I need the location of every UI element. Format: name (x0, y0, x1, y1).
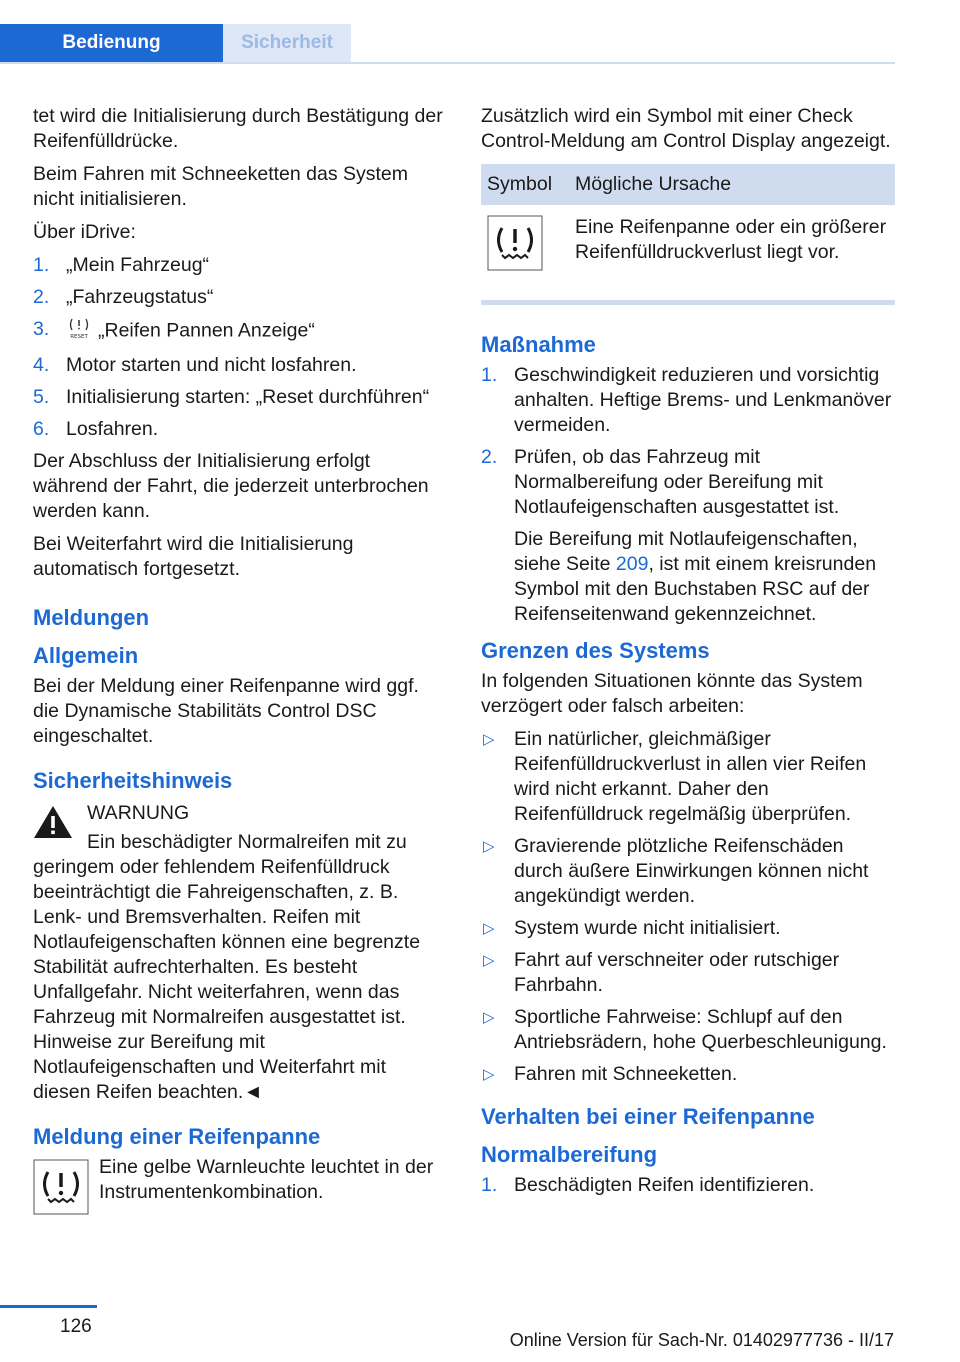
triangle-bullet-icon: ▷ (483, 920, 495, 937)
step-text: „Reifen Pannen Anzeige“ (98, 319, 315, 342)
step-text: Initialisierung starten: „Reset durchführen“ (66, 386, 430, 408)
step-number: 1. (33, 254, 50, 276)
left-column (33, 104, 445, 1215)
step-number: 4. (33, 354, 50, 376)
step-number: 1. (481, 364, 498, 386)
list-item: ▷ Sportliche Fahrweise: Schlupf auf den Antriebsrädern, hohe Querbeschleunigung. (483, 1006, 887, 1053)
step-subtext: Die Bereifung mit Notlaufeigenschaften, siehe Seite 209, ist mit einem kreisrunden Symbol mit den Buchstaben RSC auf der Reifenseitenwand gekennzeichnet. (514, 528, 877, 625)
list-item (33, 317, 445, 346)
tab-bedienung[interactable]: Bedienung (0, 24, 223, 62)
warning-block (33, 799, 445, 1105)
list-item: ▷ Ein natürlicher, gleichmäßiger Reifenfülldruckverlust in allen vier Reifen wird nicht erkannt. Daher den Reifenfülldruck regelmäßig überprüfen. (483, 728, 867, 825)
list-item (33, 253, 445, 278)
list-item: ▷ Fahrt auf verschneiter oder rutschiger Fahrbahn. (483, 949, 840, 996)
heading-meldung-reifenpanne: Meldung einer Reifenpanne (33, 1124, 321, 1149)
heading-verhalten: Verhalten bei einer Reifenpanne (481, 1104, 815, 1129)
normalbereifung-steps (481, 1173, 895, 1198)
table-divider (481, 300, 895, 305)
heading-normalbereifung: Normalbereifung (481, 1142, 658, 1167)
triangle-bullet-icon: ▷ (483, 1009, 495, 1026)
warning-text: Ein beschädigter Normalreifen mit zu geringem oder fehlendem Reifenfülldruck beeinträchtigt die Fahreigenschaften, z. B. Lenk- und Bremsverhalten. Reifen mit Notlaufeigenschaften können eine begrenzte Stabilität aufrechterhalten. Es besteht Unfallgefahr. Nicht weiterfahren, wenn das Fahrzeug mit Normalreifen ausgestattet ist. Hinweise zur Bereifung mit Notlaufeigenschaften und Weiterfahrt mit diesen Reifen beachten.◄ (33, 831, 421, 1103)
svg-text:RESET: RESET (70, 334, 88, 339)
table-cell-symbol (481, 205, 569, 288)
page-number: 126 (60, 1316, 92, 1337)
list-item: ▷ Fahren mit Schneeketten. (483, 1063, 738, 1085)
step-text: Geschwindigkeit reduzieren und vorsichtig anhalten. Heftige Brems- und Lenkmanöver vermeiden. (514, 364, 892, 436)
page-link[interactable]: 209 (615, 553, 649, 575)
triangle-bullet-icon: ▷ (483, 838, 495, 855)
step-text: „Fahrzeugstatus“ (66, 286, 214, 308)
step-number: 5. (33, 386, 50, 408)
paragraph: Eine gelbe Warnleuchte leuchtet in der Instrumentenkombination. (99, 1156, 434, 1203)
step-text: Prüfen, ob das Fahrzeug mit Normalbereifung oder Bereifung mit Notlaufeigenschaften ausgestattet ist. (514, 446, 840, 518)
tire-pressure-reset-icon (66, 317, 92, 346)
heading-meldungen: Meldungen (33, 605, 150, 630)
warning-title: WARNUNG (87, 802, 190, 824)
paragraph: Beim Fahren mit Schneeketten das System nicht initialisieren. (33, 163, 409, 210)
heading-allgemein: Allgemein (33, 643, 139, 668)
heading-grenzen: Grenzen des Systems (481, 638, 710, 663)
section-tabs (0, 24, 895, 64)
step-number: 2. (481, 446, 498, 468)
list-item (33, 417, 445, 442)
table-header-symbol: Symbol (481, 164, 569, 205)
grenzen-list (481, 727, 895, 1087)
right-column (481, 104, 895, 1205)
list-item (481, 1173, 895, 1198)
step-text: „Mein Fahrzeug“ (66, 254, 210, 276)
online-version-note: Online Version für Sach-Nr. 01402977736 - II/17 (509, 1330, 894, 1350)
step-number: 2. (33, 286, 50, 308)
step-number: 1. (481, 1174, 498, 1196)
paragraph: Über iDrive: (33, 221, 136, 243)
paragraph: Bei Weiterfahrt wird die Initialisierung automatisch fortgesetzt. (33, 533, 354, 580)
list-item (481, 445, 895, 627)
list-item (33, 353, 445, 378)
warning-triangle-icon (33, 805, 73, 846)
step-number: 3. (33, 318, 50, 340)
triangle-bullet-icon: ▷ (483, 952, 495, 969)
table-row (481, 205, 895, 288)
list-item (481, 363, 895, 438)
table-cell-cause: Eine Reifenpanne oder ein größerer Reifenfülldruckverlust liegt vor. (575, 216, 887, 263)
list-item: ▷ Gravierende plötzliche Reifenschäden durch äußere Einwirkungen können nicht angekündigt werden. (483, 835, 869, 907)
list-item (33, 385, 445, 410)
paragraph: Bei der Meldung einer Reifenpanne wird ggf. die Dynamische Stabilitäts Control DSC eingeschaltet. (33, 675, 419, 747)
paragraph: tet wird die Initialisierung durch Bestätigung der Reifenfülldrücke. (33, 105, 443, 152)
massnahme-steps (481, 363, 895, 627)
heading-massnahme: Maßnahme (481, 332, 596, 357)
list-item: ▷ System wurde nicht initialisiert. (483, 917, 781, 939)
step-text: Beschädigten Reifen identifizieren. (514, 1174, 815, 1196)
step-text: Losfahren. (66, 418, 159, 440)
step-text: Motor starten und nicht losfahren. (66, 354, 357, 376)
warning-lamp-block (33, 1155, 445, 1215)
tire-pressure-warning-icon (33, 1159, 89, 1222)
heading-sicherheitshinweis: Sicherheitshinweis (33, 768, 233, 793)
footer-divider (0, 1305, 97, 1308)
triangle-bullet-icon: ▷ (483, 1066, 495, 1083)
paragraph: Der Abschluss der Initialisierung erfolgt während der Fahrt, die jederzeit unterbrochen werden kann. (33, 450, 429, 522)
triangle-bullet-icon: ▷ (483, 731, 495, 748)
tab-sicherheit[interactable]: Sicherheit (223, 24, 351, 62)
table-header-cause: Mögliche Ursache (569, 164, 895, 205)
list-item (33, 285, 445, 310)
tire-pressure-warning-icon (487, 254, 543, 276)
step-number: 6. (33, 418, 50, 440)
paragraph: Zusätzlich wird ein Symbol mit einer Check Control-Meldung am Control Display angezeigt. (481, 105, 891, 152)
symbol-table (481, 164, 895, 288)
paragraph: In folgenden Situationen könnte das System verzögert oder falsch arbeiten: (481, 670, 863, 717)
idrive-steps (33, 253, 445, 442)
